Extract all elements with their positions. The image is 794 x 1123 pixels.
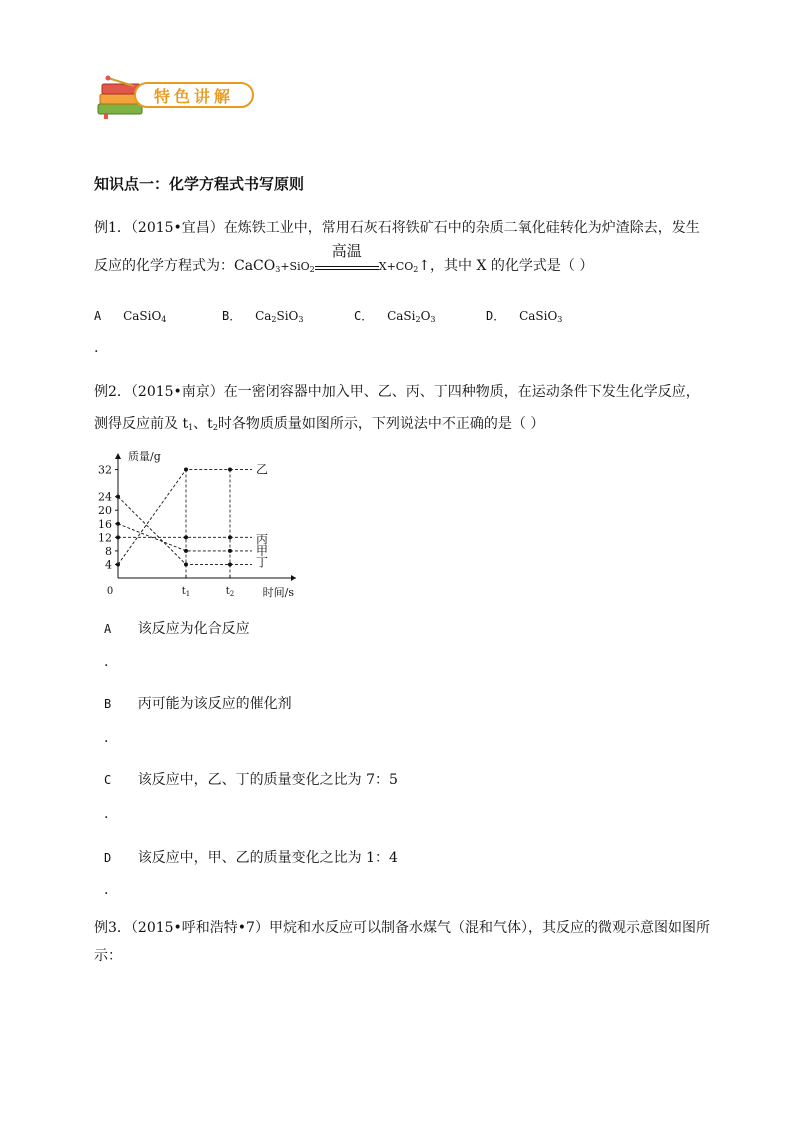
y-axis-arrow [115,453,121,459]
ex1-plus-sio: +SiO [280,260,310,273]
y-tick-label: 20 [98,504,112,518]
data-point [184,549,188,553]
data-point [184,468,188,472]
option-text: 该反应中，乙、丁的质量变化之比为 7：5 [137,772,398,788]
mass-time-chart [88,448,308,600]
ex1-option-a[interactable] [94,306,166,330]
ex2-sep: 、t [193,416,213,432]
ex1-option-c[interactable] [354,306,436,330]
ex1-line2 [94,242,594,280]
ex2-line2-prefix: 测得反应前及 t [94,416,189,432]
x-axis-arrow [291,575,296,581]
ex3-line2: 示： [94,948,122,964]
data-point [184,562,188,566]
y-tick-label: 12 [98,531,112,545]
data-point [228,535,232,539]
data-point [228,562,232,566]
option-formula: CaSiO$_4$ [123,309,167,324]
option-letter: B． [222,309,242,323]
ex1-line1: 例1．（2015•宜昌）在炼铁工业中，常用石灰石将铁矿石中的杂质二氧化硅转化为炉渣除去，发生 [94,220,700,236]
t1-sub: 1 [188,423,194,432]
t2-sub: 2 [212,423,218,432]
option-formula: $CaSi_2O_3$ [387,309,436,324]
option-text: 该反应中，甲、乙的质量变化之比为 1：4 [137,850,398,866]
y-tick-label: 16 [98,517,112,531]
ex1-line2-prefix: 反应的化学方程式为：CaCO [94,258,276,274]
ex2-option-d[interactable] [104,848,398,868]
y-tick-label: 8 [105,544,112,558]
y-tick-label: 24 [98,490,112,504]
data-point [228,549,232,553]
data-point [116,495,120,499]
ex1-option-d[interactable] [486,306,562,330]
reaction-condition [315,242,379,270]
ex2-line1: 例2．（2015•南京）在一密闭容器中加入甲、乙、丙、丁四种物质，在运动条件下发生化学反应， [94,384,700,400]
data-point [184,535,188,539]
series-label: 甲 [256,543,269,558]
option-formula: CaSiO$_3$ [519,309,563,324]
x-axis-label: 时间/s [262,586,294,599]
ex1-option-b[interactable] [222,306,304,330]
ex2-option-a-dot: . [104,654,109,670]
ex1-co-sub2: 2 [413,265,419,274]
series-label: 丁 [256,555,269,570]
ex2-option-a[interactable] [104,619,250,639]
ex2-option-b[interactable] [104,694,292,714]
ex1-sub3: 3 [275,265,281,274]
option-letter: A [94,309,102,323]
data-point [116,522,120,526]
ex2-line2-suffix: 时各物质质量如图所示，下列说法中不正确的是（ ） [217,416,545,432]
option-letter: B [104,697,112,711]
y-axis-label: 质量/g [128,450,161,463]
option-letter: C [104,773,112,787]
option-formula: $Ca_2SiO_3$ [255,309,304,324]
section-badge [94,74,259,120]
x-tick-label: $t_2$ [225,586,235,598]
data-point [228,468,232,472]
ex2-option-b-dot: . [104,730,109,746]
ex3-line1: 例3．（2015•呼和浩特•7）甲烷和水反应可以制备水煤气（混和气体），其反应的微观示意图如图所 [94,920,710,936]
ex2-line2 [94,414,544,438]
series-line-3 [118,497,230,565]
ex1-trailing-dot: . [94,340,99,356]
ex1-products: X+CO [378,260,414,273]
option-letter: A [104,622,112,636]
ex1-sub2: 2 [309,265,315,274]
badge-label: 特色讲解 [134,82,254,108]
y-tick-label: 4 [105,558,112,572]
data-point [116,535,120,539]
data-point [116,562,120,566]
ex2-option-c[interactable] [104,770,398,790]
option-text: 丙可能为该反应的催化剂 [137,696,292,712]
series-line-0 [118,470,230,565]
option-letter: D． [486,309,506,323]
y-tick-label: 32 [98,463,112,477]
option-letter: D [104,851,112,865]
series-label: 丙 [256,532,269,547]
ex1-line2-tail: ↑，其中 X 的化学式是（ ） [418,258,594,274]
section-title: 知识点一：化学方程式书写原则 [94,175,305,193]
condition-label: 高温 [331,242,362,260]
origin-label: 0 [106,586,114,597]
equals-bar [315,266,379,270]
ex2-option-d-dot: . [104,882,109,898]
ex2-option-c-dot: . [104,806,109,822]
option-letter: C． [354,309,374,323]
series-label: 乙 [256,462,269,477]
option-text: 该反应为化合反应 [137,621,250,637]
x-tick-label: $t_1$ [181,586,191,598]
